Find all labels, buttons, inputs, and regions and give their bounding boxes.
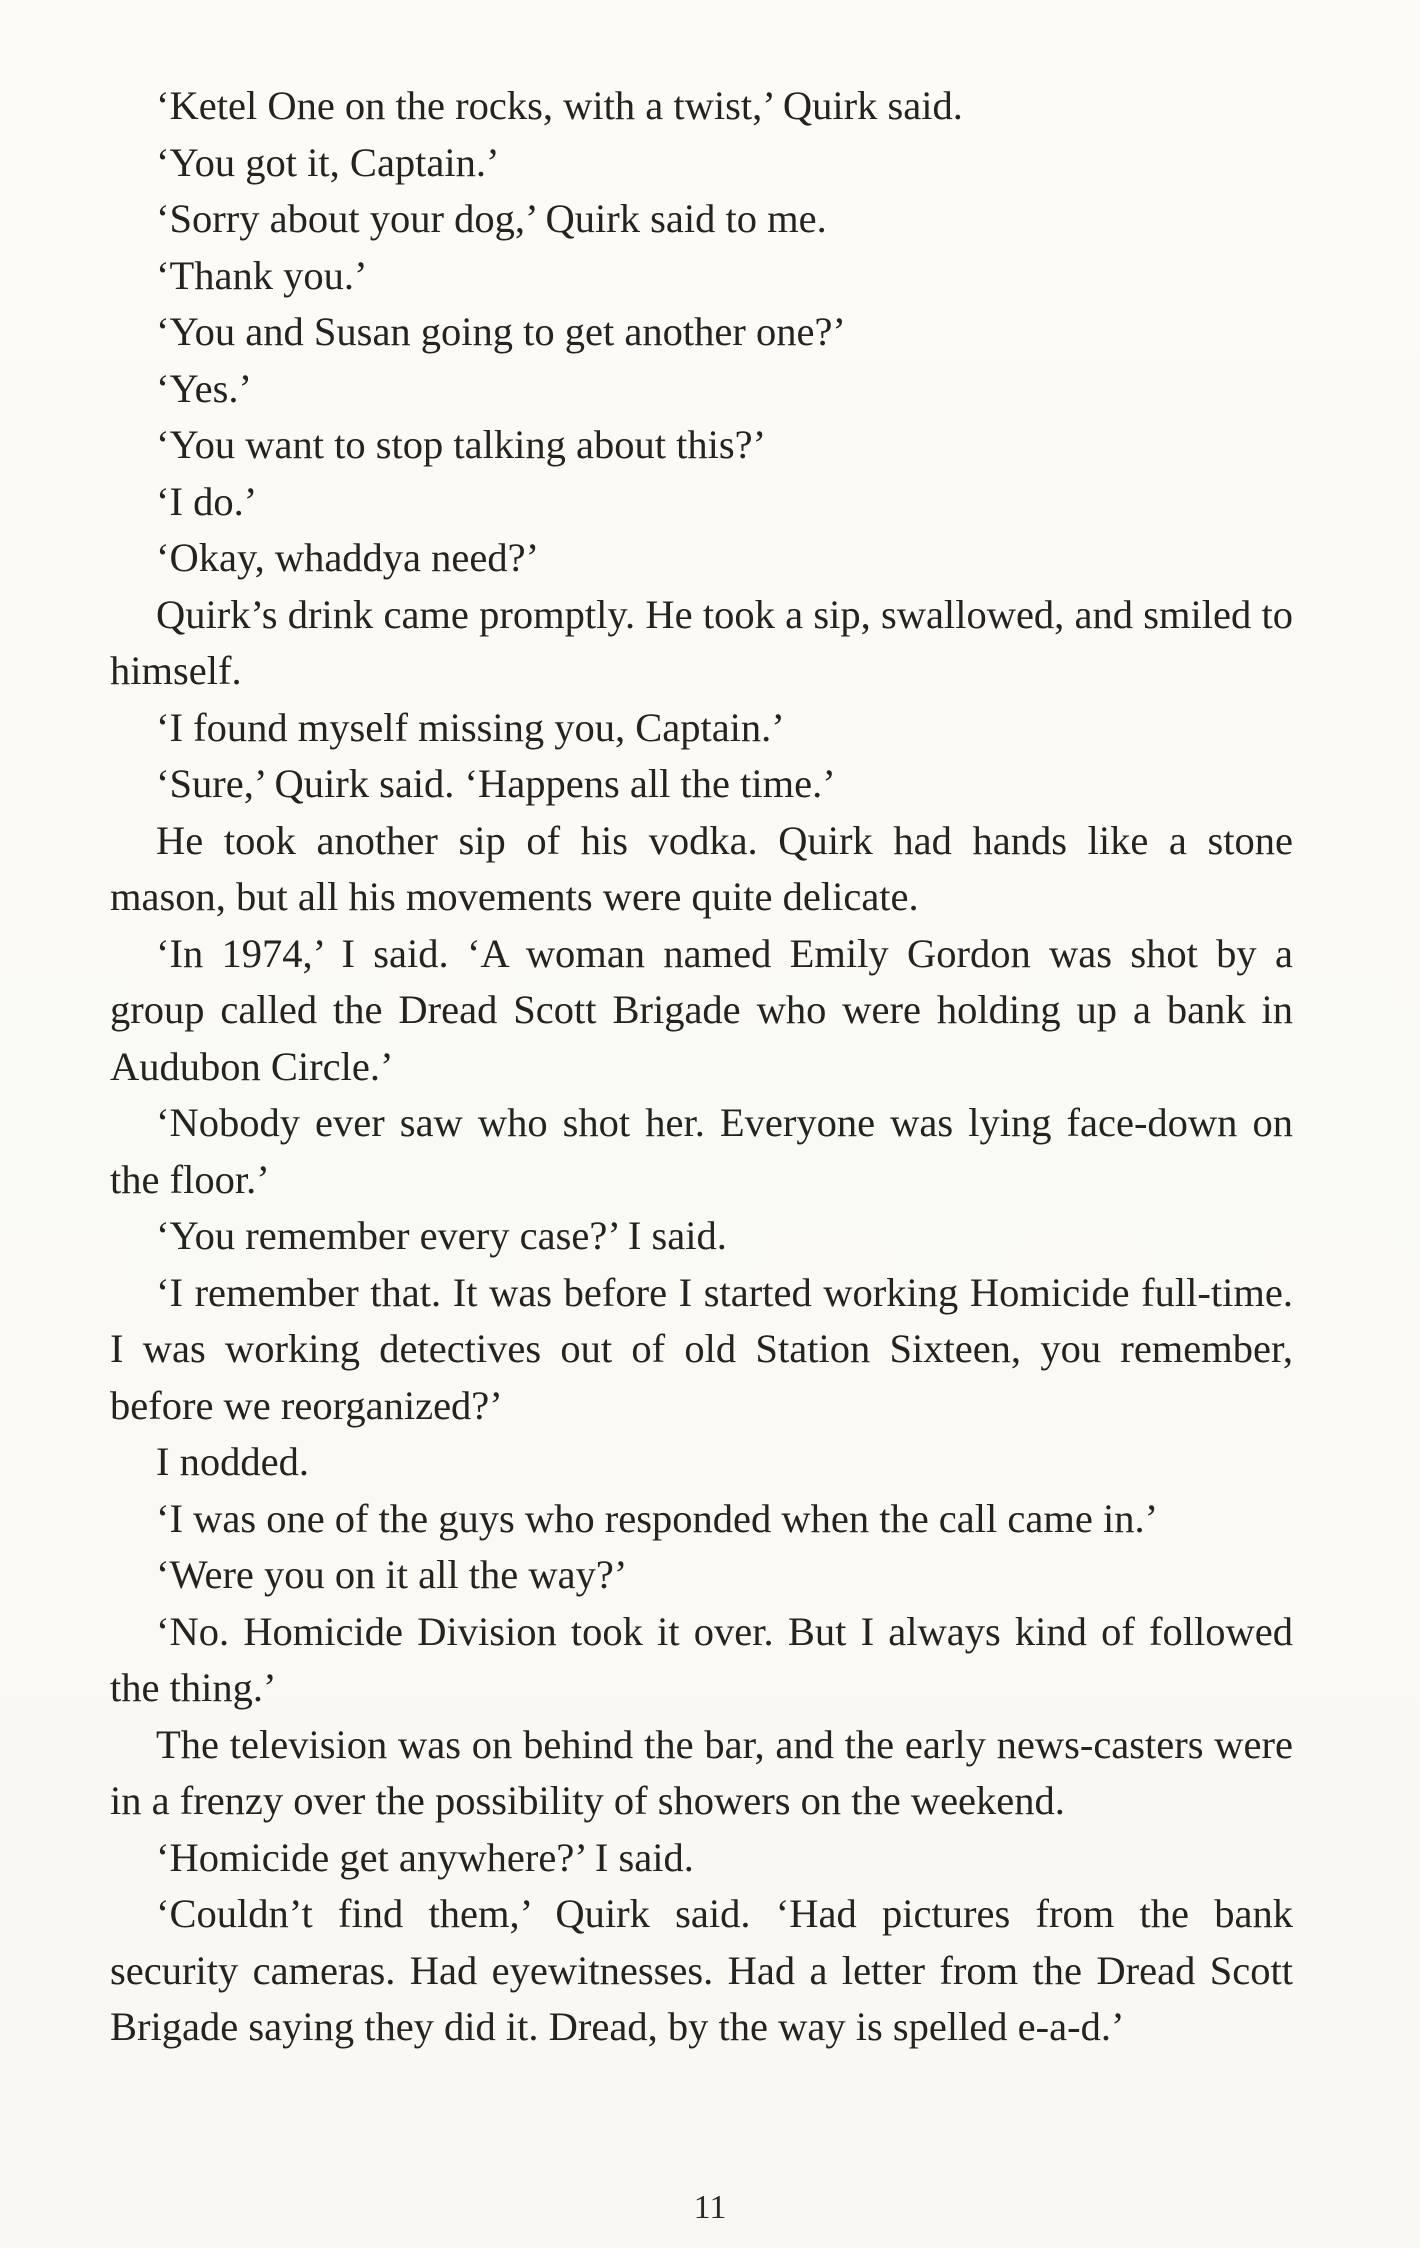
paragraph: ‘Nobody ever saw who shot her. Everyone was lying face-down on the floor.’: [110, 1100, 1293, 1202]
paragraph: ‘Yes.’: [156, 365, 253, 411]
paragraph: I nodded.: [156, 1439, 309, 1484]
paragraph: ‘Were you on it all the way?’: [156, 1552, 628, 1597]
paragraph: ‘Thank you.’: [156, 252, 368, 298]
paragraph: ‘You remember every case?’ I said.: [156, 1213, 727, 1258]
paragraph: ‘You and Susan going to get another one?’: [156, 309, 846, 354]
paragraph: He took another sip of his vodka. Quirk had hands like a stone mason, but all his movements were quite delicate.: [110, 817, 1293, 919]
paragraph: The television was on behind the bar, and the early news-casters were in a frenzy over the possibility of showers on the weekend.: [110, 1721, 1293, 1823]
paragraph: ‘I was one of the guys who responded when the call came in.’: [156, 1495, 1159, 1541]
paragraph: ‘No. Homicide Division took it over. But I always kind of followed the thing.’: [110, 1608, 1293, 1710]
paragraph: ‘I remember that. It was before I started working Homicide full-time. I was working detectives out of old Station Sixteen, you remember, before we reorganized?’: [110, 1269, 1293, 1428]
body-text: [110, 78, 1293, 2056]
paragraph: ‘Sure,’ Quirk said. ‘Happens all the time.’: [156, 761, 836, 806]
paragraph: ‘I do.’: [156, 478, 258, 524]
paragraph: ‘Homicide get anywhere?’ I said.: [156, 1834, 694, 1880]
paragraph: ‘Okay, whaddya need?’: [156, 535, 540, 580]
paragraph: ‘In 1974,’ I said. ‘A woman named Emily Gordon was shot by a group called the Dread Scott Brigade who were holding up a bank in Audubon Circle.’: [110, 930, 1293, 1089]
paragraph: ‘You want to stop talking about this?’: [156, 422, 767, 467]
page-number: 11: [693, 2189, 727, 2226]
paragraph: ‘Ketel One on the rocks, with a twist,’ Quirk said.: [156, 83, 963, 128]
paragraph: ‘You got it, Captain.’: [156, 139, 500, 185]
paragraph: ‘I found myself missing you, Captain.’: [156, 704, 785, 750]
paragraph: Quirk’s drink came promptly. He took a sip, swallowed, and smiled to himself.: [110, 591, 1293, 693]
paragraph: ‘Couldn’t find them,’ Quirk said. ‘Had pictures from the bank security cameras. Had eyewitnesses. Had a letter from the Dread Scott Brigade saying they did it. Dread, by the way is spelled e-a-d.’: [110, 1891, 1293, 2049]
paragraph: ‘Sorry about your dog,’ Quirk said to me.: [156, 196, 827, 241]
